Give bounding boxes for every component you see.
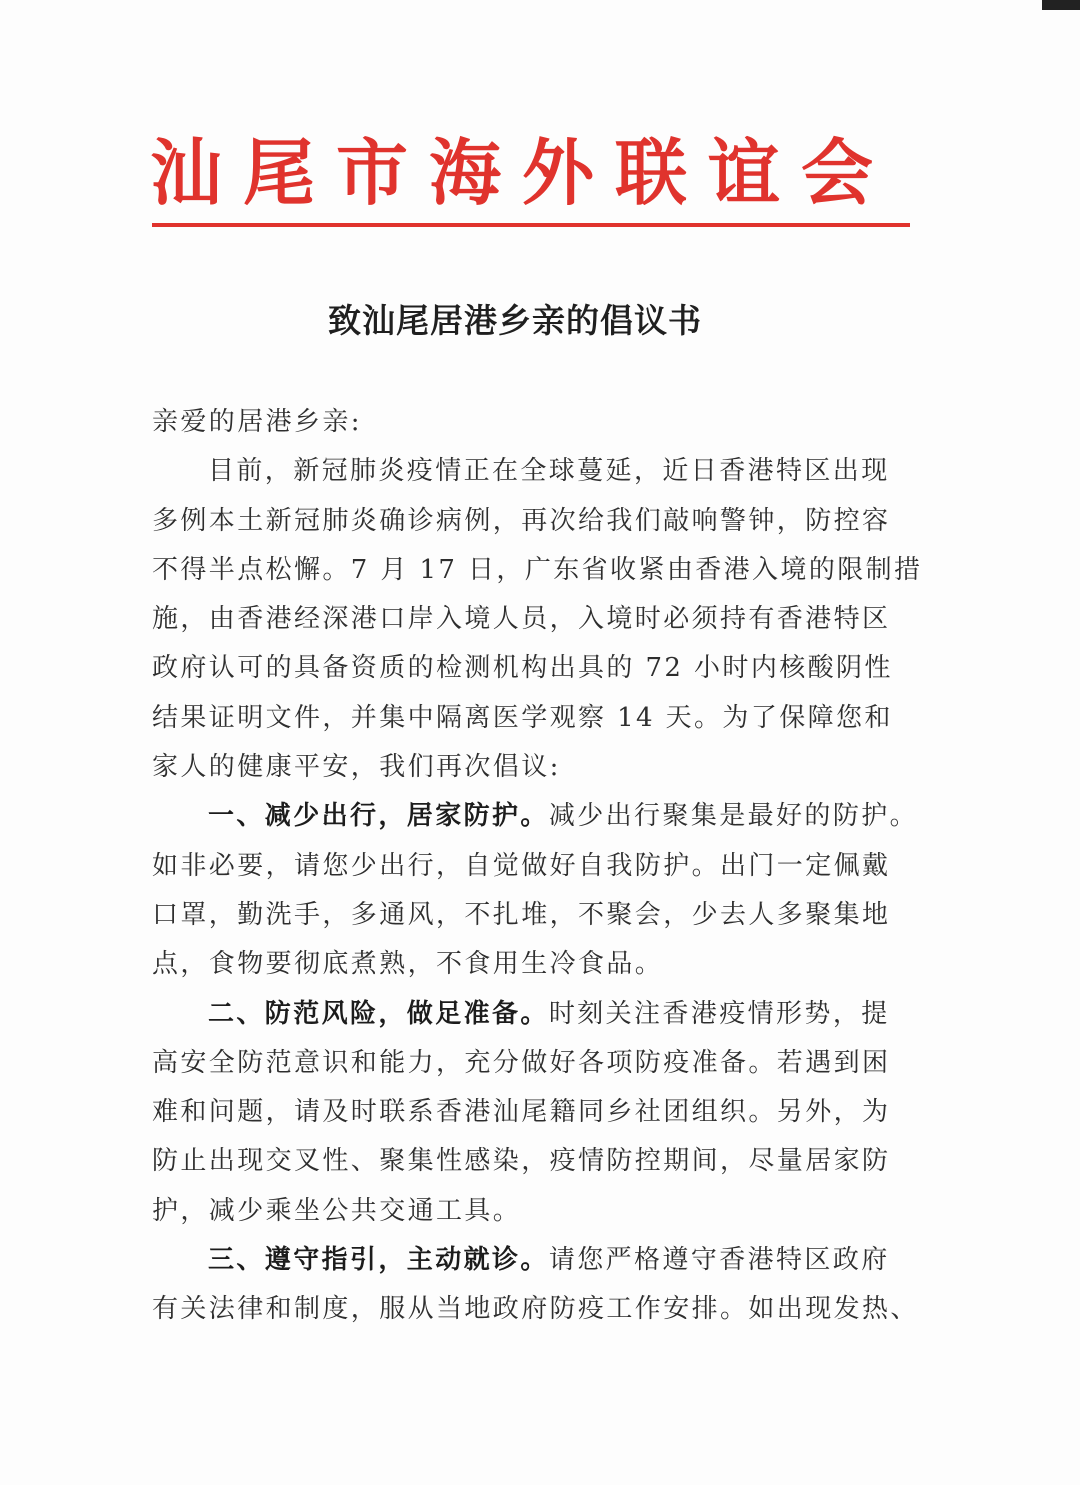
paragraph-line: 点，食物要彻底煮熟，不食用生冷食品。 xyxy=(152,949,664,980)
document-title: 致汕尾居港乡亲的倡议书 xyxy=(328,301,702,340)
item3-text: 请您严格遵守香港特区政府 xyxy=(548,1245,890,1276)
paragraph-line: 护，减少乘坐公共交通工具。 xyxy=(152,1195,522,1226)
paragraph-line: 防止出现交叉性、聚集性感染，疫情防控期间，尽量居家防 xyxy=(152,1146,891,1177)
paragraph-line: 政府认可的具备资质的检测机构出具的 72 小时内核酸阴性 xyxy=(152,653,893,684)
paragraph-line: 施，由香港经深港口岸入境人员，入境时必须持有香港特区 xyxy=(152,604,891,635)
paragraph-line: 不得半点松懈。7 月 17 日，广东省收紧由香港入境的限制措 xyxy=(152,554,923,585)
paragraph-line: 难和问题，请及时联系香港汕尾籍同乡社团组织。另外，为 xyxy=(152,1097,891,1128)
paragraph-line: 有关法律和制度，服从当地政府防疫工作安排。如出现发热、 xyxy=(152,1294,919,1325)
item1-heading: 一、减少出行，居家防护。 xyxy=(208,801,549,832)
scan-corner-mark xyxy=(1042,0,1080,10)
item3-first-line xyxy=(152,1236,890,1285)
paragraph-line: 多例本土新冠肺炎确诊病例，再次给我们敲响警钟，防控容 xyxy=(152,505,891,536)
paragraph-line: 家人的健康平安，我们再次倡议: xyxy=(152,752,561,783)
item3-heading: 三、遵守指引，主动就诊。 xyxy=(208,1245,549,1276)
salutation: 亲爱的居港乡亲: xyxy=(152,407,362,437)
letterhead-red-rule xyxy=(152,223,910,227)
paragraph-line: 结果证明文件，并集中隔离医学观察 14 天。为了保障您和 xyxy=(152,702,893,733)
item2-first-line xyxy=(152,990,890,1039)
paragraph-line: 目前，新冠肺炎疫情正在全球蔓延，近日香港特区出现 xyxy=(208,456,890,487)
item1-text: 减少出行聚集是最好的防护。 xyxy=(548,801,919,832)
item2-heading: 二、防范风险，做足准备。 xyxy=(208,998,549,1029)
paragraph-line: 高安全防范意识和能力，充分做好各项防疫准备。若遇到困 xyxy=(152,1047,891,1078)
paragraph-line: 如非必要，请您少出行，自觉做好自我防护。出门一定佩戴 xyxy=(152,850,891,881)
letterhead-organization: 汕尾市海外联谊会 xyxy=(150,130,895,215)
item2-text: 时刻关注香港疫情形势，提 xyxy=(548,998,890,1029)
paragraph-line: 口罩，勤洗手，多通风，不扎堆，不聚会，少去人多聚集地 xyxy=(152,899,891,930)
item1-first-line xyxy=(152,792,919,841)
document-body xyxy=(152,398,923,1335)
